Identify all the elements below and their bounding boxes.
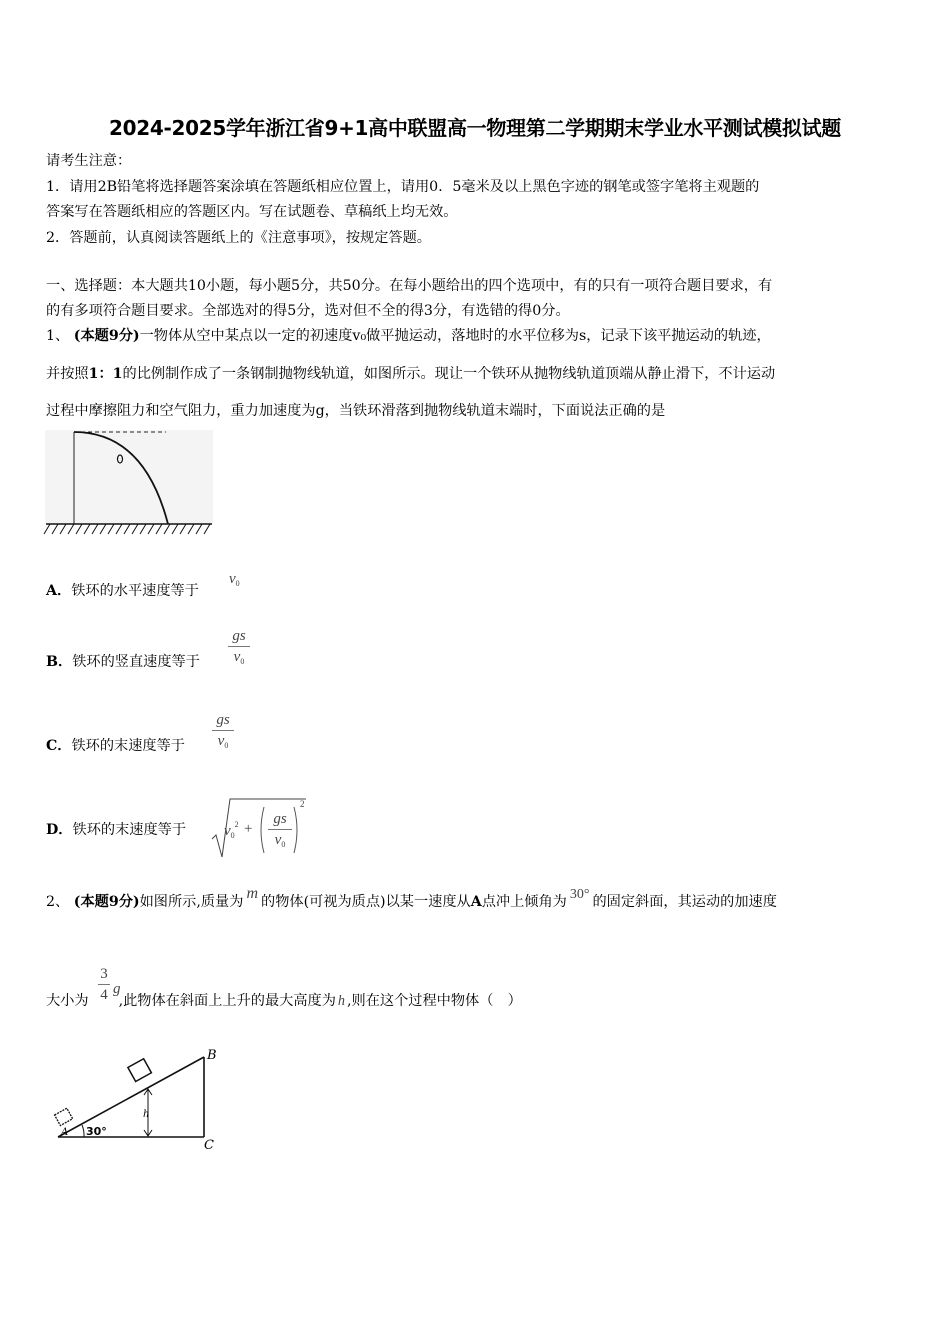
q2-number: 2、 [46,894,70,910]
page-title: 2024-2025学年浙江省9+1高中联盟高一物理第二学期期末学业水平测试模拟试题 [109,116,841,140]
label-h: h [143,1109,150,1120]
q1-line-3: 过程中摩擦阻力和空气阻力，重力加速度为g，当铁环滑落到抛物线轨道末端时，下面说法正确的是 [46,403,666,419]
notice-item-1-line-2: 答案写在答题纸相应的答题区内。写在试题卷、草稿纸上均无效。 [46,204,458,220]
section-1-line-2: 的有多项符合题目要求。全部选对的得5分，选对但不全的得3分，有选错的得0分。 [46,303,570,319]
label-angle: 30° [86,1125,107,1138]
q1-number: 1、 [46,328,70,344]
q2-height-symbol: h [337,993,345,1009]
q2-angle: 30° [569,887,590,902]
notice-item-2: 2．答题前，认真阅读答题纸上的《注意事项》，按规定答题。 [46,230,431,246]
notice-heading: 请考生注意： [46,153,132,169]
option-d-exponent: 2 [300,799,305,809]
option-a-label: A． [46,583,72,599]
q1-line-2: 并按照1：1的比例制作成了一条钢制抛物线轨道，如图所示。现让一个铁环从抛物线轨道顶端从静止滑下，不计运动 [46,366,776,382]
q1-option-d[interactable] [46,820,186,840]
option-c-formula: gs $v_0$ [212,711,234,755]
q1-option-b[interactable] [46,652,200,672]
q2-line-1: 2、 (本题9分)如图所示,质量为 m 的物体(可视为质点)以某一速度从A点冲上倾角为 30° 的固定斜面，其运动的加速度 [46,885,777,910]
option-b-formula: gs $v_0$ [228,627,250,671]
q1-line-1 [46,326,771,346]
q2-acceleration-g: g [113,981,121,997]
option-d-fraction: gs $v_0$ [268,810,292,854]
option-b-label: B． [46,654,73,670]
q2-mass: m [246,885,258,902]
q1-parabola-figure [44,428,216,540]
option-a-formula: $v_0$ [229,571,240,588]
q2-line-2: 大小为 ,此物体在斜面上上升的最大高度为 h ,则在这个过程中物体（ ） [46,993,522,1009]
option-a-text: 铁环的水平速度等于 [71,583,199,599]
q2-incline-figure [44,1045,234,1155]
option-d-label: D． [46,822,73,838]
option-d-text: 铁环的末速度等于 [72,822,187,838]
option-d-plus: + [244,821,253,837]
block-at-a [55,1108,73,1125]
q1-option-c[interactable] [46,736,185,756]
label-c: C [204,1138,214,1153]
option-d-v0-squared: $v_0^2$ [224,820,239,840]
block-on-incline [128,1059,152,1082]
figure-background [45,430,213,524]
q1-line-1-text: 一物体从空中某点以一定的初速度v₀做平抛运动，落地时的水平位移为s，记录下该平抛运动的轨迹， [139,328,771,344]
notice-item-1-line-1: 1．请用2B铅笔将选择题答案涂填在答题纸相应位置上，请用0．5毫米及以上黑色字迹的钢笔或签字笔将主观题的 [46,179,760,195]
option-b-text: 铁环的竖直速度等于 [72,654,200,670]
option-c-label: C． [46,738,72,754]
angle-arc [82,1125,84,1137]
q1-ratio: 1：1 [88,366,123,382]
option-c-text: 铁环的末速度等于 [71,738,185,754]
q1-option-a[interactable] [46,581,199,601]
q1-points: (本题9分) [73,328,140,344]
q2-points: (本题9分) [73,894,140,910]
ground-hatching [44,524,210,534]
label-a: A [61,1127,69,1138]
q2-acceleration-fraction: 3 4 [98,965,110,1004]
label-b: B [207,1048,217,1063]
section-1-line-1: 一、选择题：本大题共10小题，每小题5分，共50分。在每小题给出的四个选项中，有的只有一项符合题目要求，有 [46,278,773,294]
q2-point-a: A [470,894,482,910]
